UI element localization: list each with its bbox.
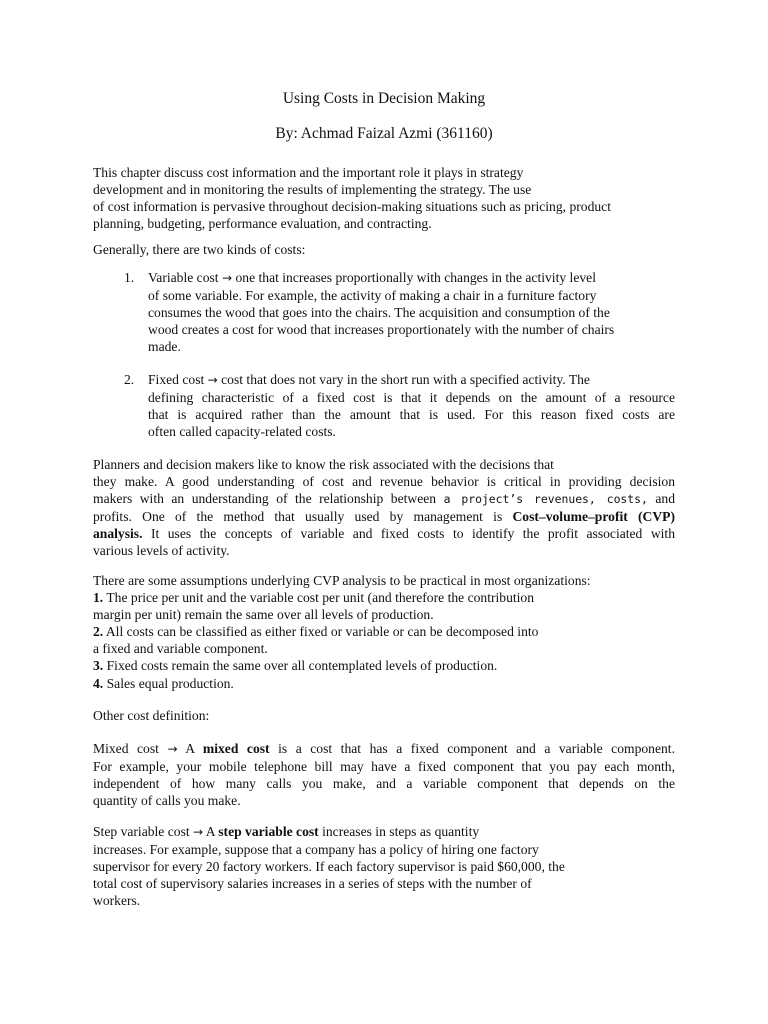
term-label: Fixed cost — [148, 372, 205, 387]
assumptions-intro: There are some assumptions underlying CVP analysis to be practical in most organizations: — [93, 573, 591, 588]
intro-paragraph — [93, 164, 675, 232]
document-author: By: Achmad Faizal Azmi (361160) — [275, 125, 493, 142]
list-item-first-line — [148, 371, 675, 389]
paragraph-line: they make. A good understanding of cost and revenue behavior is critical in providing decision — [93, 474, 675, 490]
list-item-line: often called capacity-related costs. — [148, 424, 336, 440]
bold-term: step variable cost — [218, 824, 319, 839]
list-item-line: made. — [148, 339, 181, 355]
assumption-item: 4. Sales equal production. — [93, 675, 234, 691]
paragraph-line: For example, your mobile telephone bill may have a fixed component that you pay each month, — [93, 759, 675, 775]
list-number: 1. — [124, 270, 135, 285]
paragraph-line: Step variable cost → A step variable cost increases in steps as quantity — [93, 824, 480, 839]
fixed-cost-item — [148, 371, 675, 440]
intro-line: of cost information is pervasive throughout decision-making situations such as pricing, product — [93, 199, 611, 215]
assumption-item: margin per unit) remain the same over all levels of production. — [93, 607, 434, 623]
list-item-first-line — [148, 269, 675, 287]
bold-term: mixed cost — [202, 741, 270, 756]
paragraph-line: analysis. It uses the concepts of variable and fixed costs to identify the profit associated with — [93, 526, 675, 542]
paragraph-line: profits. One of the method that usually used by management is Cost–volume–profit (CVP) — [93, 509, 675, 525]
assumption-item: 2. All costs can be classified as either fixed or variable or can be decomposed into — [93, 624, 539, 640]
other-cost-heading: Other cost definition: — [93, 708, 210, 723]
list-item-line: of some variable. For example, the activity of making a chair in a furniture factory — [148, 288, 597, 304]
paragraph-line: Planners and decision makers like to know the risk associated with the decisions that — [93, 457, 554, 472]
paragraph-line: workers. — [93, 893, 141, 909]
arrow-icon: → — [193, 825, 204, 839]
document-title: Using Costs in Decision Making — [282, 90, 486, 107]
list-item-line: defining characteristic of a fixed cost is that it depends on the amount of a resource — [148, 390, 675, 406]
arrow-icon: → — [222, 271, 233, 285]
assumption-item: 3. Fixed costs remain the same over all contemplated levels of production. — [93, 658, 498, 674]
term-label: Mixed cost — [93, 741, 159, 756]
list-item-line: wood creates a cost for wood that increases proportionately with the number of chairs — [148, 322, 615, 338]
paragraph-line: makers with an understanding of the relationship between a project’s revenues, costs, and — [93, 491, 675, 507]
term-definition: cost that does not vary in the short run with a specified activity. The — [221, 372, 590, 387]
paragraph-line: supervisor for every 20 factory workers. If each factory supervisor is paid $60,000, the — [93, 859, 565, 875]
list-item-line: consumes the wood that goes into the chairs. The acquisition and consumption of the — [148, 305, 610, 321]
arrow-icon: → — [167, 742, 178, 756]
generally-line: Generally, there are two kinds of costs: — [93, 242, 306, 257]
list-item-line: that is acquired rather than the amount that is used. For this reason fixed costs are — [148, 407, 675, 423]
paragraph-line: increases. For example, suppose that a company has a policy of hiring one factory — [93, 842, 539, 858]
step-variable-cost-paragraph — [93, 823, 675, 909]
intro-line: development and in monitoring the results of implementing the strategy. The use — [93, 182, 532, 198]
assumptions-section — [93, 572, 675, 692]
planners-paragraph — [93, 456, 675, 560]
paragraph-line: independent of how many calls you make, and a variable component that depends on the — [93, 776, 675, 792]
mixed-cost-paragraph — [93, 740, 675, 809]
paragraph-line: total cost of supervisory salaries increases in a series of steps with the number of — [93, 876, 532, 892]
paragraph-line: various levels of activity. — [93, 543, 230, 559]
list-number: 2. — [124, 372, 135, 387]
monospace-phrase: a project’s revenues, costs, — [443, 492, 648, 507]
assumption-item: 1. The price per unit and the variable cost per unit (and therefore the contribution — [93, 590, 535, 606]
term-label: Step variable cost — [93, 824, 190, 839]
term-label: Variable cost — [148, 270, 219, 285]
variable-cost-item — [148, 269, 675, 355]
arrow-icon: → — [207, 373, 218, 387]
cvp-term: Cost–volume–profit (CVP) — [512, 509, 675, 525]
paragraph-line: quantity of calls you make. — [93, 793, 241, 809]
intro-line: This chapter discuss cost information and the important role it plays in strategy — [93, 165, 524, 180]
paragraph-line: Mixed cost → A mixed cost is a cost that has a fixed component and a variable component. — [93, 741, 675, 756]
assumption-item: a fixed and variable component. — [93, 641, 268, 657]
term-definition: one that increases proportionally with changes in the activity level — [235, 270, 596, 285]
intro-line: planning, budgeting, performance evaluation, and contracting. — [93, 216, 432, 232]
cvp-term: analysis. — [93, 526, 143, 542]
